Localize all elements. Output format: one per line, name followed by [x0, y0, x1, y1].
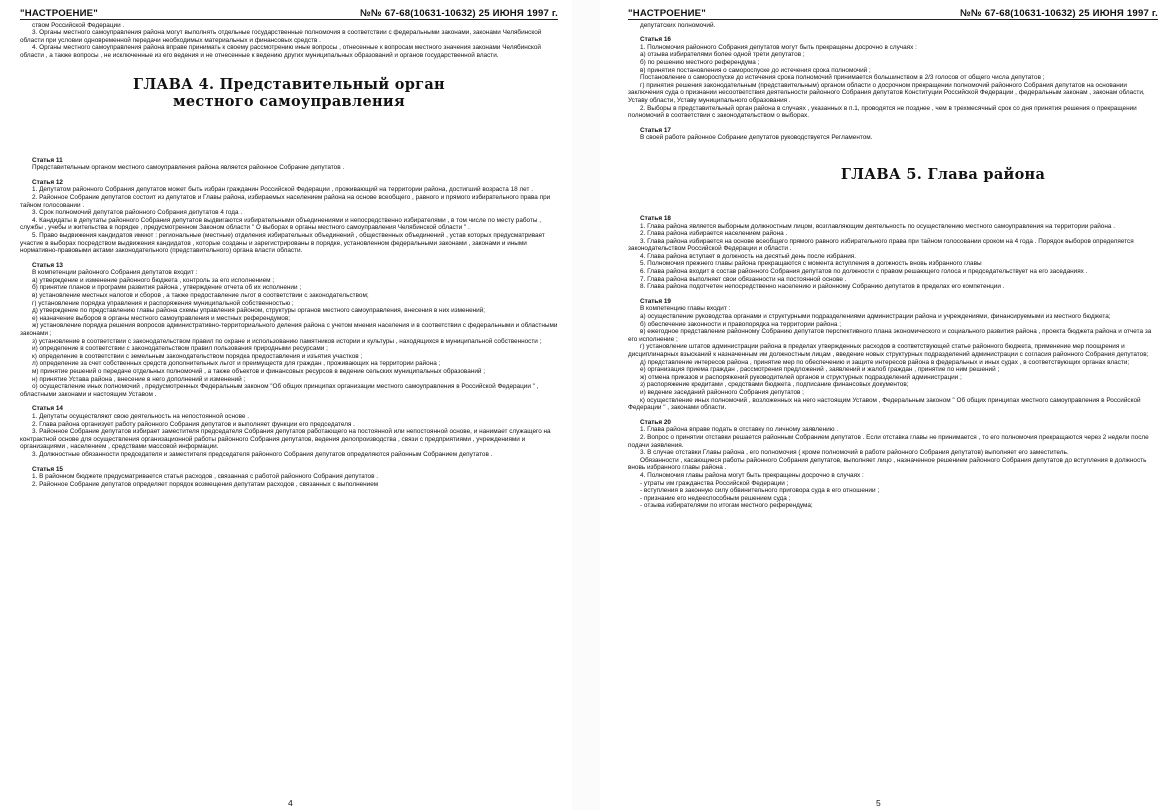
article-paragraph: и) ведение заседаний районного Собрания депутатов ; [640, 388, 804, 396]
paragraph: депутатских полномочий. [640, 21, 716, 29]
left-page [0, 0, 566, 810]
issue-info: №№ 67-68(10631-10632) 25 ИЮНЯ 1997 г. [960, 8, 1158, 19]
article [20, 262, 558, 399]
article [628, 419, 1158, 510]
article [20, 179, 558, 255]
chapter-4-heading [20, 60, 558, 126]
article-paragraph: а) осуществление руководства органами и структурными подразделениями администрации района и учреждениями, финансируемыми из местного бюджета; [640, 313, 1111, 321]
article-paragraph: 4. Полномочия главы района могут быть прекращены досрочно в случаях : [640, 471, 864, 479]
paragraph: ством Российской Федерации . [32, 21, 125, 29]
article [628, 36, 1158, 120]
article-paragraph: н) принятие Устава района , внесение в него дополнений и изменений ; [32, 375, 246, 383]
article-paragraph: 3. Срок полномочий депутатов районного Собрания депутатов 4 года . [32, 209, 243, 217]
article-paragraph: и) определение в соответствии с законодательством правил пользования природными ресурсами ; [32, 345, 328, 353]
issue-info: №№ 67-68(10631-10632) 25 ИЮНЯ 1997 г. [360, 8, 558, 19]
article-paragraph: л) определение за счет собственных средств дополнительных льгот и преимуществ для граждан , проживающих на территории района ; [32, 360, 441, 368]
article-paragraph: В своей работе районное Собрание депутатов руководствуется Регламентом. [640, 134, 873, 142]
right-page [606, 0, 1166, 810]
article [628, 215, 1158, 291]
page-number: 5 [876, 798, 881, 809]
page-gutter [572, 0, 600, 810]
article [628, 298, 1158, 412]
article-title: Статья 15 [32, 465, 63, 473]
article-paragraph: а) отзыва избирателями более одной трети депутатов ; [640, 51, 805, 59]
article-paragraph: д) представление интересов района , принятие мер по обеспечению и защите интересов района в федеральных и иных судах , в соответствующих органах власти; [640, 358, 1130, 366]
chapter-title: ГЛАВА 4. Представительный орган местного самоуправления [133, 75, 445, 110]
page-number: 4 [288, 798, 293, 809]
article-title: Статья 12 [32, 178, 63, 186]
article-paragraph: 2. Районное Собрание депутатов определяет порядок возмещения депутатам расходов , связанных с выполнением [32, 480, 379, 488]
article-title: Статья 19 [640, 297, 671, 305]
page-header [20, 10, 558, 20]
articles [628, 36, 1158, 142]
article-paragraph: В компетенцию главы входит : [640, 305, 731, 313]
article [20, 405, 558, 458]
article-paragraph: 2. Выборы в представительный орган района в случаях , указанных в п.1, проводятся не позднее , чем в трехмесячный срок со дня принятия решения о прекращении полномочий в соответствии с законодательством о выборах. [628, 104, 1137, 120]
article-paragraph: б) обеспечение законности и правопорядка на территории района ; [640, 320, 841, 328]
article-paragraph: з) установление в соответствии с законодательством правил по охране и использованию памятников истории и культуры , находящихся в муниципальной собственности ; [32, 337, 542, 345]
article-paragraph: 2. Вопрос о принятии отставки решается районным Собранием депутатов . Если отставка главы не принимается , то его полномочия прекращаются через 2 недели после подачи заявления. [628, 433, 1149, 449]
article-paragraph: к) определение в соответствии с земельным законодательством порядка предоставления и изъятия участков ; [32, 352, 363, 360]
article-paragraph: - признание его недееспособным решением суда ; [640, 494, 791, 502]
article-paragraph: - утраты им гражданства Российской Федерации ; [640, 479, 789, 487]
article-paragraph: о) осуществление иных полномочий , предусмотренных Федеральным законом "Об общих принципах организации местного самоуправления в Российской Федерации " , областными законами и настоящим Уставом . [20, 383, 539, 398]
article-paragraph: 1. Глава района является выборным должностным лицом, возглавляющим деятельность по осуществлению местного самоуправления на территории района . [640, 222, 1116, 230]
article-paragraph: г) установление порядка управления и распоряжения муниципальной собственностью ; [32, 299, 294, 307]
article-paragraph: б) по решению местного референдума ; [640, 58, 760, 66]
article-paragraph: м) принятие решений о передаче отдельных полномочий , а также объектов и финансовых ресурсов в ведение сельских муниципальных образований ; [32, 368, 486, 375]
article-paragraph: 2. Глава района избирается населением района . [640, 230, 788, 238]
article-paragraph: з) распоряжение кредитами , средствами бюджета , подписание финансовых документов; [640, 381, 909, 389]
article-paragraph: в) принятия постановления о самороспуске до истечения срока полномочий ; [640, 66, 871, 74]
article-title: Статья 13 [32, 261, 63, 269]
article-paragraph: 1. Депутатом районного Собрания депутатов может быть избран гражданин Российской Федерации , проживающий на территории района, достигший возраста 18 лет . [32, 186, 533, 194]
chapter-title: ГЛАВА 5. Глава района [840, 166, 1046, 184]
article-paragraph: 4. Глава района вступает в должность на десятый день после избрания. [640, 252, 857, 260]
articles [628, 215, 1158, 510]
article-paragraph: 1. В районном бюджете предусматривается статья расходов , связанная с работой районного Собрания депутатов . [32, 473, 379, 481]
article-paragraph: г) установление штатов администрации района в пределах утвержденных расходов в соответствующей статье районного бюджета, применение мер поощрения и дисциплинарных взысканий к назначенным им должностным лицам , введение новых структурных подразделений администрации с согласия районного Собрания депутатов; [628, 343, 1149, 358]
article-title: Статья 18 [640, 214, 671, 222]
article-paragraph: б) принятие планов и программ развития района , утверждение отчета об их исполнении ; [32, 284, 302, 292]
article-paragraph: 1. Полномочия районного Собрания депутатов могут быть прекращены досрочно в случаях : [640, 43, 917, 51]
article-paragraph: 2. Районное Собрание депутатов состоит из депутатов и Главы района, избираемых населением района на основе всеобщего , равного и прямого избирательного права при тайном голосовании . [20, 193, 551, 209]
article-paragraph: в) ежегодное представление районному Собранию депутатов перспективного плана экономического и социального развития района , проекта бюджета района и отчета за его исполнение ; [628, 328, 1152, 343]
article-paragraph: 3. Глава района избирается на основе всеобщего прямого равного избирательного права при тайном голосовании сроком на 4 года . Порядок выборов определяется законодательством Российской Федерации и области . [628, 237, 1134, 253]
paragraph: 4. Органы местного самоуправления района вправе принимать к своему рассмотрению иные вопросы , отнесенные к вопросам местного значения законами Челябинской области , а также вопросы , не исключенные из его ведения и не отнесенные к ведению других муниципальных образований и органов государственной власти. [20, 44, 541, 59]
article-paragraph: д) утверждение по представлению главы района схемы управления районом, структуры органов местного самоуправления, внесения в них изменений; [32, 307, 486, 315]
article-paragraph: 3. В случае отставки Главы района , его полномочия ( кроме полномочий в работе районного Собрания депутатов) выполняет его заместитель. [640, 449, 1069, 457]
article-title: Статья 14 [32, 405, 63, 413]
chapter-5-heading [628, 142, 1158, 208]
article-paragraph: а) утверждение и изменение районного бюджета , контроль за его исполнением ; [32, 276, 275, 284]
article-title: Статья 17 [640, 126, 671, 134]
article-paragraph: 5. Полномочия прежнего главы района прекращаются с момента вступления в должность вновь избранного главы [640, 260, 982, 268]
article-paragraph: В компетенции районного Собрания депутатов входит : [32, 269, 198, 277]
article-paragraph: Представительным органом местного самоуправления района является районное Собрание депутатов . [32, 164, 345, 172]
article-paragraph: 8. Глава района подотчетен непосредственно населению и районному Собранию депутатов в пределах его компетенции . [640, 283, 1005, 291]
article-paragraph: 1. Глава района вправе подать в отставку по личному заявлению . [640, 426, 839, 434]
article-paragraph: 7. Глава района выполняет свои обязанности на постоянной основе . [640, 275, 847, 283]
article-paragraph: 5. Право выдвижения кандидатов имеют : региональные (местные) отделения избирательных объединений , общественных объединений , устав которых предусматривает участие в выборах посредством выдвижения кандидатов , которые созданы и зарегистрированы в порядке, установленном федеральными законами , законами и иными нормативно-правовыми актами законодательного (представительного) органа власти области. [20, 231, 545, 255]
continued-text [628, 22, 1158, 30]
newspaper-title: "НАСТРОЕНИЕ" [628, 8, 707, 19]
article-paragraph: ж) установление порядка решения вопросов административно-территориального деления района с учетом мнения населения и в соответствии с федеральными и областными законами ; [20, 322, 558, 338]
article [20, 157, 558, 172]
newspaper-title: "НАСТРОЕНИЕ" [20, 8, 99, 19]
article-title: Статья 16 [640, 36, 671, 44]
page-header [628, 10, 1158, 20]
article-title: Статья 20 [640, 418, 671, 426]
article-paragraph: в) установление местных налогов и сборов , а также предоставление льгот в соответствии с законодательством; [32, 292, 369, 300]
article-paragraph: 2. Глава района организует работу районного Собрания депутатов и выполняет функции его председателя . [32, 420, 355, 428]
article [628, 127, 1158, 142]
article-paragraph: - отзыва избирателями по итогам местного референдума; [640, 502, 813, 510]
article-paragraph: к) осуществление иных полномочий , возложенных на него настоящим Уставом , Федеральным законом " Об общих принципах местного самоуправления в Российской Федерации " , законами области. [628, 396, 1141, 412]
article-paragraph: 1. Депутаты осуществляют свою деятельность на непостоянной основе . [32, 412, 249, 420]
paragraph: 3. Органы местного самоуправления района могут выполнять отдельные государственные полномочия в соответствии с федеральными законами, законами Челябинской области при условии одновременной передачи необходимых материальных и финансовых средств . [20, 29, 542, 44]
article-paragraph: 3. Районное Собрание депутатов избирает заместителя председателя Собрания депутатов работающего на постоянной или непостоянной основе, и нанимает служащего на контрактной основе для осуществления организационной работы районного Собрания депутатов, ведения делопроизводства , связи с предприятиями , учреждениями и организациями , населением , средствами массовой информации. [20, 428, 551, 451]
article-paragraph: ж) отмена приказов и распоряжений руководителей органов и структурных подразделений администрации ; [640, 373, 962, 381]
article-paragraph: г) принятия решения законодательным (представительным) органом области о досрочном прекращении полномочий районного Собрания депутатов на основании заключения суда о признании несоответствия деятельности районного Собрания депутатов Конституции Российской Федерации , федеральным законам , законам области, Уставу области, Уставу муниципального образования . [628, 81, 1145, 104]
article-paragraph: е) организация приема граждан , рассмотрения предложений , заявлений и жалоб граждан , принятие по ним решений ; [640, 366, 1000, 374]
article-paragraph: 3. Должностные обязанности председателя и заместителя председателя районного Собрания депутатов определяются районным Собранием депутатов . [32, 450, 493, 458]
article-paragraph: Обязанности , касающиеся работы районного Собрания депутатов, выполняет лицо , назначенное решением районного Собрания депутатов до вступления в должность вновь избранного главы района . [628, 456, 1147, 472]
article-paragraph: 6. Глава района входит в состав районного Собрания депутатов по должности с правом решающего голоса и председательствует на его заседаниях . [640, 268, 1088, 276]
article-title: Статья 11 [32, 156, 63, 164]
article-paragraph: Постановление о самороспуске до истечения срока полномочий принимается большинством в 2/3 голосов от общего числа депутатов ; [640, 74, 1045, 82]
article [20, 466, 558, 489]
article-paragraph: е) назначение выборов в органы местного самоуправления и местных референдумов; [32, 314, 291, 322]
intro-text [20, 22, 558, 60]
article-paragraph: - вступления в законную силу обвинительного приговора суда в его отношении ; [640, 487, 880, 495]
article-paragraph: 4. Кандидаты в депутаты районного Собрания депутатов выдвигаются избирательными объединениями и непосредственно избирателями , в том числе по месту работы , службы , учебы и жительства в порядке , предусмотренном Законом области " О выборах в органы местного самоуправления Челябинской области " . [20, 216, 542, 232]
articles [20, 157, 558, 489]
